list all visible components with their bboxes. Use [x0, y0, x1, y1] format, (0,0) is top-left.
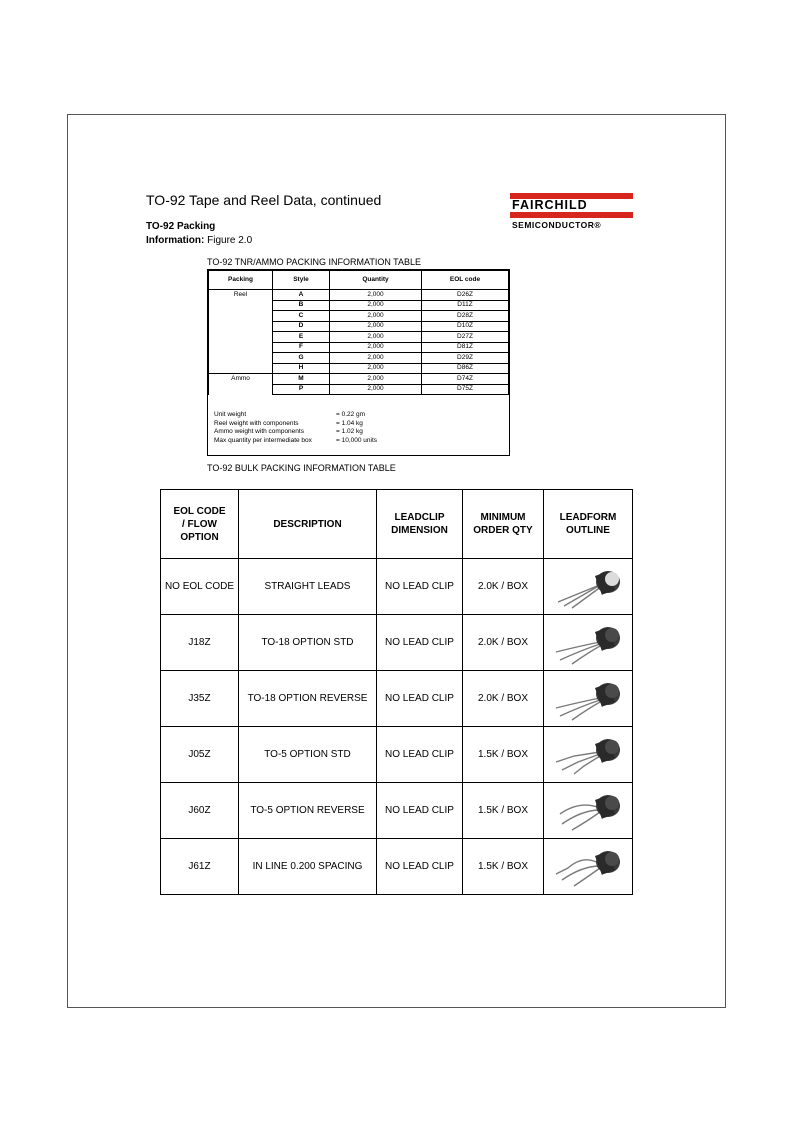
section-info — [146, 235, 252, 246]
bulk-table-row — [161, 839, 633, 895]
bulk-header-description: DESCRIPTION — [239, 490, 377, 559]
tnr-cell-eol: D74Z — [422, 374, 509, 385]
bulk-cell-eol: J18Z — [161, 615, 239, 671]
tnr-cell-packing — [209, 321, 273, 332]
transistor-straight-leads-icon — [544, 564, 632, 610]
tnr-cell-style: F — [273, 342, 330, 353]
tnr-cell-eol: D86Z — [422, 363, 509, 374]
bulk-header-leadform: LEADFORM OUTLINE — [544, 490, 633, 559]
tnr-table-header-row — [209, 271, 509, 290]
tnr-cell-style: P — [273, 384, 330, 395]
tnr-table-row — [209, 353, 509, 364]
tnr-cell-eol: D27Z — [422, 332, 509, 343]
tnr-note-label: Reel weight with components — [214, 419, 299, 427]
bulk-cell-description: TO-18 OPTION REVERSE — [239, 671, 377, 727]
bulk-cell-leadclip: NO LEAD CLIP — [377, 671, 463, 727]
tnr-note-value: = 0.22 gm — [336, 411, 366, 418]
bulk-cell-leadform — [544, 615, 633, 671]
bulk-cell-eol: J61Z — [161, 839, 239, 895]
tnr-table-row — [209, 374, 509, 385]
tnr-header-eol: EOL code — [422, 271, 509, 290]
info-label: Information: — [146, 235, 205, 246]
section-heading: TO-92 Packing — [146, 221, 216, 232]
bulk-cell-min-qty: 2.0K / BOX — [463, 559, 544, 615]
bulk-table-box — [160, 489, 633, 891]
bulk-table-row — [161, 559, 633, 615]
tnr-cell-style: G — [273, 353, 330, 364]
bulk-cell-min-qty: 1.5K / BOX — [463, 839, 544, 895]
tnr-note-row — [214, 411, 366, 420]
transistor-to5-std-icon — [544, 732, 632, 778]
tnr-note-label: Max quantity per intermediate box — [214, 436, 312, 444]
logo-bar-bottom — [510, 212, 633, 218]
bulk-header-eol: EOL CODE / FLOW OPTION — [161, 490, 239, 559]
tnr-note-row — [214, 436, 378, 446]
tnr-cell-eol: D81Z — [422, 342, 509, 353]
tnr-cell-eol: D10Z — [422, 321, 509, 332]
tnr-cell-packing — [209, 311, 273, 322]
bulk-cell-description: TO-18 OPTION STD — [239, 615, 377, 671]
tnr-cell-quantity: 2,000 — [330, 321, 422, 332]
tnr-cell-style: H — [273, 363, 330, 374]
bulk-cell-description: TO-5 OPTION STD — [239, 727, 377, 783]
tnr-cell-packing: Ammo — [209, 374, 273, 385]
tnr-cell-quantity: 2,000 — [330, 332, 422, 343]
tnr-cell-style: M — [273, 374, 330, 385]
tnr-cell-packing — [209, 384, 273, 395]
fairchild-logo — [510, 193, 644, 237]
tnr-cell-packing: Reel — [209, 290, 273, 301]
tnr-note-label: Unit weight — [214, 411, 247, 418]
bulk-cell-description: STRAIGHT LEADS — [239, 559, 377, 615]
bulk-cell-min-qty: 2.0K / BOX — [463, 615, 544, 671]
tnr-cell-packing — [209, 363, 273, 374]
tnr-cell-eol: D11Z — [422, 300, 509, 311]
bulk-cell-leadclip: NO LEAD CLIP — [377, 783, 463, 839]
bulk-table-row — [161, 615, 633, 671]
bulk-cell-eol: J05Z — [161, 727, 239, 783]
tnr-cell-quantity: 2,000 — [330, 384, 422, 395]
tnr-table-row — [209, 300, 509, 311]
tnr-notes — [214, 411, 378, 445]
tnr-cell-quantity: 2,000 — [330, 342, 422, 353]
bulk-cell-description: TO-5 OPTION REVERSE — [239, 783, 377, 839]
tnr-note-row — [214, 419, 363, 429]
bulk-cell-description: IN LINE 0.200 SPACING — [239, 839, 377, 895]
bulk-header-min-qty: MINIMUM ORDER QTY — [463, 490, 544, 559]
bulk-cell-leadclip: NO LEAD CLIP — [377, 727, 463, 783]
bulk-cell-leadform — [544, 559, 633, 615]
bulk-table-row — [161, 783, 633, 839]
tnr-table-box — [207, 269, 510, 456]
tnr-header-quantity: Quantity — [330, 271, 422, 290]
bulk-cell-leadform — [544, 839, 633, 895]
tnr-cell-packing — [209, 353, 273, 364]
page-title: TO-92 Tape and Reel Data, continued — [146, 192, 382, 208]
tnr-header-packing: Packing — [209, 271, 273, 290]
tnr-table-row — [209, 342, 509, 353]
tnr-table-row — [209, 332, 509, 343]
tnr-cell-style: E — [273, 332, 330, 343]
logo-semiconductor: SEMICONDUCTOR® — [512, 220, 602, 230]
bulk-table-row — [161, 671, 633, 727]
bulk-cell-leadclip: NO LEAD CLIP — [377, 615, 463, 671]
tnr-note-value: = 1.02 kg — [336, 428, 363, 436]
tnr-note-value: = 10,000 units — [336, 436, 378, 444]
transistor-inline-icon — [544, 844, 632, 890]
bulk-cell-eol: NO EOL CODE — [161, 559, 239, 615]
tnr-cell-quantity: 2,000 — [330, 311, 422, 322]
tnr-cell-eol: D75Z — [422, 384, 509, 395]
tnr-table-row — [209, 311, 509, 322]
bulk-cell-leadclip: NO LEAD CLIP — [377, 839, 463, 895]
tnr-cell-quantity: 2,000 — [330, 353, 422, 364]
tnr-cell-style: C — [273, 311, 330, 322]
tnr-cell-eol: D28Z — [422, 311, 509, 322]
tnr-cell-quantity: 2,000 — [330, 300, 422, 311]
tnr-cell-style: B — [273, 300, 330, 311]
bulk-header-leadclip: LEADCLIP DIMENSION — [377, 490, 463, 559]
bulk-cell-min-qty: 2.0K / BOX — [463, 671, 544, 727]
tnr-table-row — [209, 321, 509, 332]
tnr-cell-style: D — [273, 321, 330, 332]
bulk-table-caption: TO-92 BULK PACKING INFORMATION TABLE — [207, 463, 396, 473]
bulk-table — [160, 489, 633, 895]
bulk-table-row — [161, 727, 633, 783]
tnr-cell-packing — [209, 332, 273, 343]
tnr-table-caption: TO-92 TNR/AMMO PACKING INFORMATION TABLE — [207, 257, 422, 267]
tnr-header-style: Style — [273, 271, 330, 290]
bulk-cell-leadform — [544, 783, 633, 839]
bulk-cell-eol: J60Z — [161, 783, 239, 839]
bulk-cell-min-qty: 1.5K / BOX — [463, 783, 544, 839]
transistor-to5-reverse-icon — [544, 788, 632, 834]
bulk-cell-min-qty: 1.5K / BOX — [463, 727, 544, 783]
tnr-cell-eol: D29Z — [422, 353, 509, 364]
bulk-cell-eol: J35Z — [161, 671, 239, 727]
transistor-to18-std-icon — [544, 620, 632, 666]
tnr-table-row — [209, 290, 509, 301]
bulk-cell-leadform — [544, 671, 633, 727]
tnr-cell-quantity: 2,000 — [330, 363, 422, 374]
tnr-cell-packing — [209, 342, 273, 353]
tnr-note-value: = 1.04 kg — [336, 419, 363, 427]
tnr-table — [208, 270, 509, 395]
tnr-note-row — [214, 428, 363, 437]
tnr-cell-eol: D26Z — [422, 290, 509, 301]
tnr-cell-style: A — [273, 290, 330, 301]
bulk-cell-leadform — [544, 727, 633, 783]
tnr-cell-packing — [209, 300, 273, 311]
tnr-table-row — [209, 363, 509, 374]
tnr-table-row — [209, 384, 509, 395]
info-value: Figure 2.0 — [207, 235, 253, 246]
tnr-note-label: Ammo weight with components — [214, 428, 304, 436]
bulk-cell-leadclip: NO LEAD CLIP — [377, 559, 463, 615]
tnr-cell-quantity: 2,000 — [330, 290, 422, 301]
transistor-to18-reverse-icon — [544, 676, 632, 722]
logo-name: FAIRCHILD — [512, 198, 588, 212]
tnr-cell-quantity: 2,000 — [330, 374, 422, 385]
bulk-table-header-row — [161, 490, 633, 559]
